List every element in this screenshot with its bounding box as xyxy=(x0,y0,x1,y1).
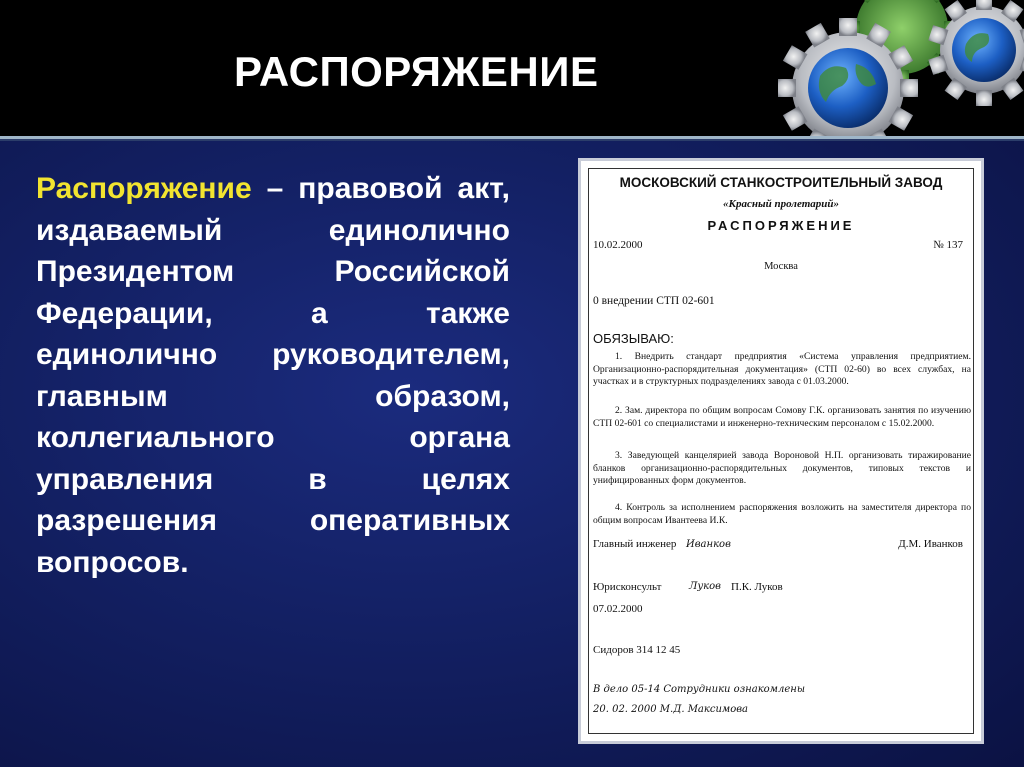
document-subject: 0 внедрении СТП 02-601 xyxy=(593,295,715,307)
executor: Сидоров 314 12 45 xyxy=(593,644,681,656)
lawyer-role: Юрисконсульт xyxy=(593,581,662,593)
document-title: РАСПОРЯЖЕНИЕ xyxy=(707,218,855,233)
definition-term: Распоряжение xyxy=(36,172,252,205)
filing-note: В дело 05-14 Сотрудники ознакомлены xyxy=(593,684,805,695)
document-obligation: ОБЯЗЫВАЮ: xyxy=(593,331,674,346)
gears-globe-icon xyxy=(754,0,1024,136)
document-item: 4. Контроль за исполнением распоряжения возложить на заместителя директора по общим вопросам Ивантеева И.К. xyxy=(593,502,971,526)
document-organization: МОСКОВСКИЙ СТАНКОСТРОИТЕЛЬНЫЙ ЗАВОД xyxy=(619,175,943,190)
acknowledgement-note: 20. 02. 2000 М.Д. Максимова xyxy=(593,704,749,715)
slide-header xyxy=(0,0,1024,136)
document-page xyxy=(581,161,981,741)
document-item: 1. Внедрить стандарт предприятия «Система управления предприятием. Организационно-распорядительная документация» (СТП 02-60) во всех службах, на участках и в структурных подразделениях завода с 01.03.2000. xyxy=(593,351,971,388)
document-item: 2. Зам. директора по общим вопросам Сомову Г.К. организовать занятия по изучению СТП 02-601 со специалистами и инженерно-техническим персоналом с 15.02.2000. xyxy=(593,405,971,429)
lawyer-date: 07.02.2000 xyxy=(593,603,643,615)
lawyer-name: П.К. Луков xyxy=(731,581,783,593)
signer-role: Главный инженер xyxy=(593,538,677,550)
document-city: Москва xyxy=(764,261,798,272)
signer-name: Д.М. Иванков xyxy=(898,538,963,550)
definition-body: – правовой акт, издаваемый единолично Президентом Российской Федерации, а также единолично руководителем, главным образом, коллегиального органа управления в целях разрешения оперативных вопросов. xyxy=(36,172,510,579)
slide-title: РАСПОРЯЖЕНИЕ xyxy=(234,48,599,95)
signer-signature: Иванков xyxy=(686,539,731,550)
definition-text xyxy=(36,168,510,583)
document-item: 3. Заведующей канцелярией завода Вороновой Н.П. организовать тиражирование бланков организационно-распорядительных документов, типовых текстов и унифицированных форм документов. xyxy=(593,450,971,487)
document-number: № 137 xyxy=(933,239,963,251)
document-image xyxy=(578,158,984,744)
document-subtitle: «Красный пролетарий» xyxy=(723,198,839,210)
document-date: 10.02.2000 xyxy=(593,239,643,251)
lawyer-signature: Луков xyxy=(689,581,721,592)
